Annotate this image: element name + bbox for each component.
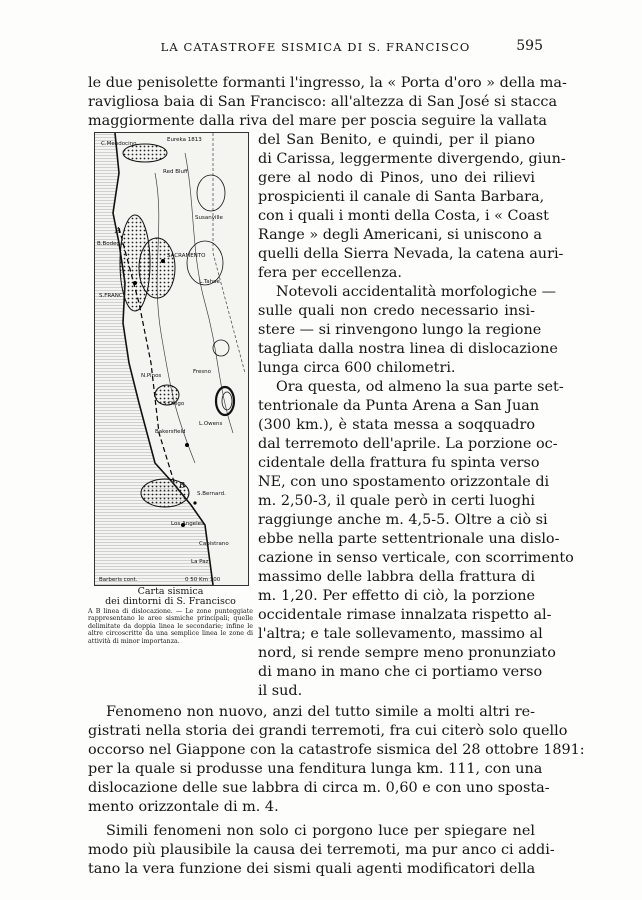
text-line: dislocazione delle sue labbra di circa m. 0,60 e con uno sposta- [88, 780, 550, 796]
text-line: Ora questa, od almeno la sua parte set- [276, 379, 564, 395]
text-line: Range » degli Americani, si uniscono a [258, 227, 543, 243]
label-b: B [179, 481, 185, 490]
text-line: cazione in senso verticale, con scorrimento [258, 550, 574, 566]
text-line: sulle quali non credo necessario insi- [258, 303, 535, 319]
map-label: Fresno [193, 369, 212, 375]
seismic-map-figure [94, 132, 249, 586]
figure-caption-note: A B linea di dislocazione. — Le zone punteggiate rappresentano le aree sismiche principali; quelle delimitate da doppia linea le secondarie; infine le altre circoscritte da una semplice linea le zone di attività di minor importanza. [88, 608, 253, 645]
text-line: lunga circa 600 chilometri. [258, 360, 456, 376]
text-line: gere al nodo di Pinos, uno dei rilievi [258, 170, 535, 186]
text-line: maggiormente dalla riva del mare per poscia seguire la vallata [88, 113, 547, 129]
map-label: Susanville [195, 215, 223, 221]
map-label: SACRAMENTO [167, 253, 206, 259]
text-line: con i quali i monti della Costa, i « Coast [258, 208, 549, 224]
text-line: occorso nel Giappone con la catastrofe sismica del 28 ottobre 1891: [88, 742, 585, 758]
text-line: Simili fenomeni non solo ci porgono luce per spiegare nel [106, 823, 535, 839]
seismic-map [95, 133, 248, 585]
text-line: ravigliosa baia di San Francisco: all'altezza di San José si stacca [88, 94, 558, 110]
text-line: le due penisolette formanti l'ingresso, la « Porta d'oro » della ma- [88, 75, 567, 91]
page-header [88, 40, 543, 58]
text-line: il sud. [258, 683, 303, 699]
map-label: L.Tahoe [199, 279, 220, 285]
map-label: C.Mendocino [101, 141, 137, 147]
map-label: Red Bluff [163, 169, 188, 175]
figure-caption-subtitle: dei dintorni di S. Francisco [105, 596, 236, 607]
text-line: quelli della Sierra Nevada, la catena auri- [258, 246, 564, 262]
running-title: LA CATASTROFE SISMICA DI S. FRANCISCO [160, 40, 471, 54]
text-line: di Carissa, leggermente divergendo, giun- [258, 151, 566, 167]
text-line: gistrati nella storia dei grandi terremoti, fra cui citerò solo quello [88, 723, 568, 739]
text-line: cidentale della frattura fu spinta verso [258, 455, 540, 471]
seismic-zone [139, 238, 175, 298]
text-line: raggiunge anche m. 4,5-5. Oltre a ciò si [258, 512, 548, 528]
text-line: di mano in mano che ci portiamo verso [258, 664, 543, 680]
text-line: Fenomeno non nuovo, anzi del tutto simile a molti altri re- [106, 704, 535, 720]
map-label: S.Bernard. [197, 491, 226, 497]
text-line: massimo delle labbra della frattura di [258, 569, 535, 585]
scale-label: 0 50 Km 100 [185, 577, 221, 583]
text-line: l'altra; e tale sollevamento, massimo al [258, 626, 543, 642]
text-line: tagliata dalla nostra linea di dislocazione [258, 341, 558, 357]
text-line: tentrionale da Punta Arena a San Juan [258, 398, 540, 414]
text-line: m. 2,50-3, il quale però in certi luoghi [258, 493, 535, 509]
text-line: dal terremoto dell'aprile. La porzione oc- [258, 436, 558, 452]
map-label: S.FRANC. [99, 293, 125, 299]
text-line: stere — si rinvengono lungo la regione [258, 322, 542, 338]
map-label: Los Angeles [171, 521, 204, 527]
map-label: Capistrano [199, 541, 229, 547]
text-line: prospicienti il canale di Santa Barbara, [258, 189, 545, 205]
text-line: mento orizzontale di m. 4. [88, 799, 279, 815]
text-line: NE, con uno spostamento orizzontale di [258, 474, 550, 490]
page-number: 595 [516, 38, 543, 54]
text-line: modo più plausibile la causa dei terremoti, ma pur anco ci addi- [88, 842, 555, 858]
map-label: B.Bodega [97, 241, 124, 247]
text-line: per la quale si produsse una fenditura lunga km. 111, con una [88, 761, 543, 777]
map-label: S.Diego [163, 401, 185, 407]
text-line: tano la vera funzione dei sismi quali agenti modificatori della [88, 861, 536, 877]
text-line: ebbe nella parte settentrionale una dislo- [258, 531, 560, 547]
text-line: fera per eccellenza. [258, 265, 402, 281]
label-a: A [115, 226, 121, 235]
map-label: La Paz [191, 559, 209, 565]
map-label: L.Owens [199, 421, 223, 427]
map-label: Eureka 1813 [167, 137, 202, 143]
map-label: N.Pinos [141, 373, 162, 379]
text-line: (300 km.), è stata messa a soqquadro [258, 417, 535, 433]
text-line: Notevoli accidentalità morfologiche — [276, 284, 556, 300]
figure-caption-title: Carta sismica [137, 586, 204, 597]
map-label: Bakersfield [155, 429, 186, 435]
text-line: occidentale rimase innalzata rispetto al- [258, 607, 552, 623]
engraver-label: Barberis cont. [99, 577, 138, 583]
text-line: m. 1,20. Per effetto di ciò, la porzione [258, 588, 535, 604]
text-line: nord, si rende sempre meno pronunziato [258, 645, 556, 661]
text-line: del San Benito, e quindi, per il piano [258, 132, 535, 148]
